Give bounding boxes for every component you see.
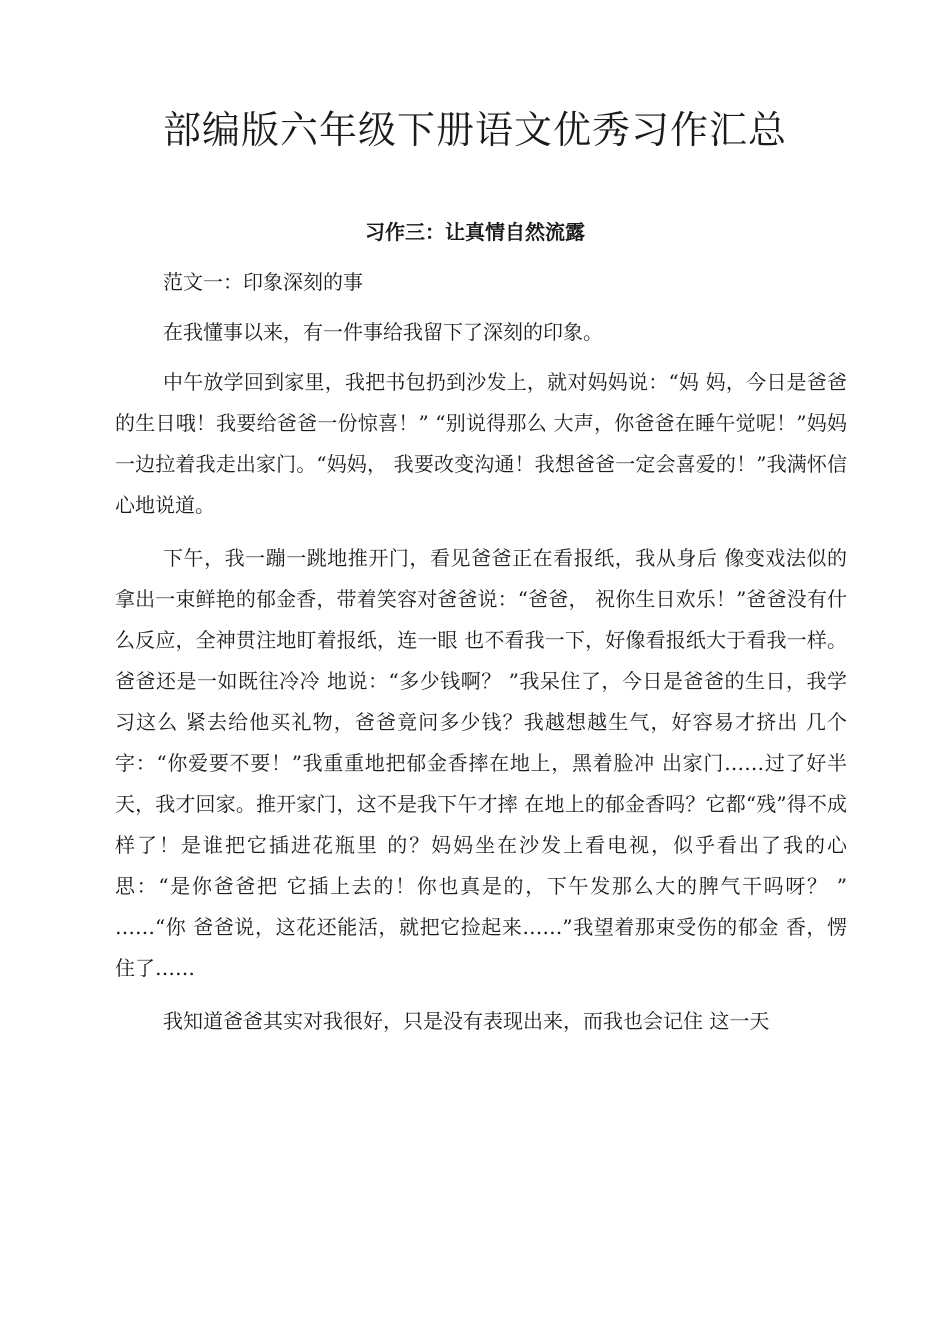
paragraph: 下午，我一蹦一跳地推开门，看见爸爸正在看报纸，我从身后 像变戏法似的拿出一束鲜艳的郁金香，带着笑容对爸爸说：“爸爸， 祝你生日欢乐！”爸爸没有什么反应，全神贯注地盯着报纸，连一眼 也不看我一下，好像看报纸大于看我一样。爸爸还是一如既往冷冷 地说：“多少钱啊？ ”我呆住了，今日是爸爸的生日，我学习这么 紧去给他买礼物，爸爸竟问多少钱？我越想越生气，好容易才挤出 几个字：“你爱要不要！”我重重地把郁金香摔在地上，黑着脸冲 出家门……过了好半天，我才回家。推开家门，这不是我下午才摔 在地上的郁金香吗？它都“残”得不成样了！是谁把它插进花瓶里 的？妈妈坐在沙发上看电视，似乎看出了我的心思：“是你爸爸把 它插上去的！你也真是的，下午发那么大的脾气干吗呀？ ” ……“你 爸爸说，这花还能活，就把它捡起来……”我望着那束受伤的郁金 香，愣住了……: [115, 546, 847, 980]
paragraph: 在我懂事以来，有一件事给我留下了深刻的印象。: [163, 320, 603, 344]
section-title: 习作三：让真情自然流露: [365, 220, 585, 244]
document-title: 部编版六年级下册语文优秀习作汇总: [162, 108, 787, 152]
document-body: [115, 262, 847, 1051]
paragraph: 中午放学回到家里，我把书包扔到沙发上，就对妈妈说：“妈 妈，今日是爸爸的生日哦！我要给爸爸一份惊喜！” “别说得那么 大声，你爸爸在睡午觉呢！”妈妈一边拉着我走出家门。“妈妈， 我要改变沟通！我想爸爸一定会喜爱的！”我满怀信心地说道。: [115, 370, 847, 517]
essay-heading: 范文一：印象深刻的事: [163, 270, 363, 294]
paragraph: 我知道爸爸其实对我很好，只是没有表现出来，而我也会记住 这一天: [163, 1009, 770, 1033]
